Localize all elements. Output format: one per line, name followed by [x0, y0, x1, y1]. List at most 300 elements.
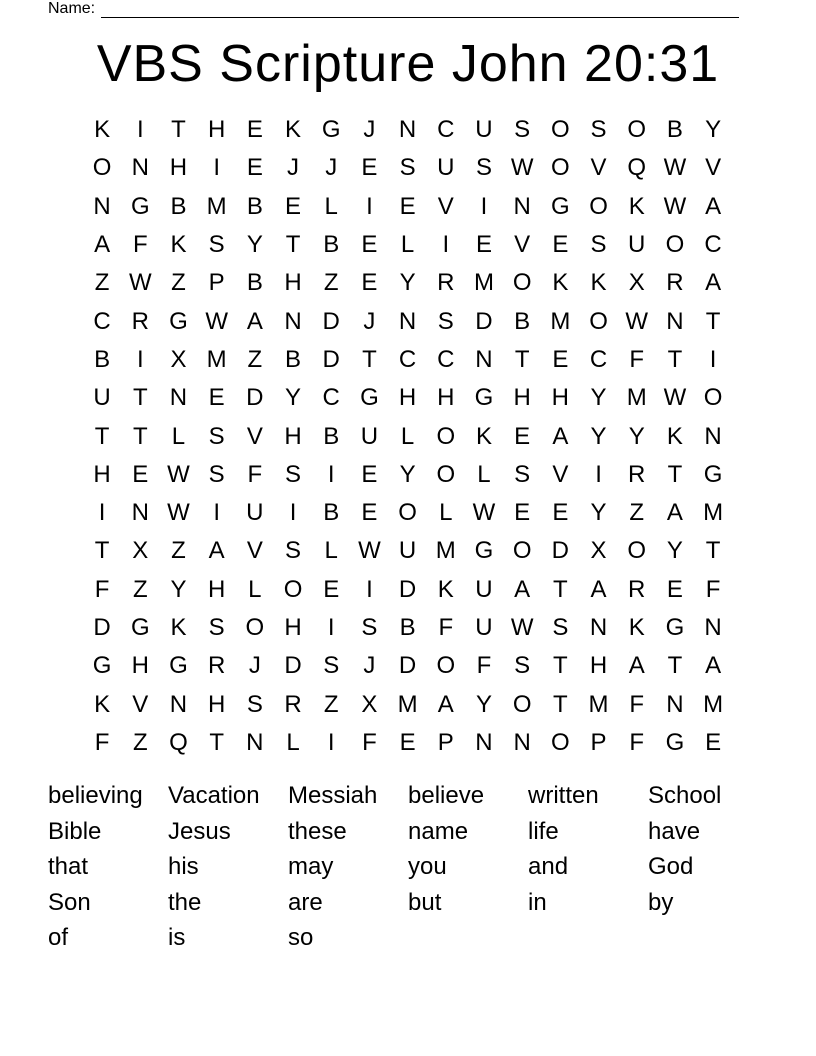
grid-letter: V: [705, 154, 722, 182]
grid-letter: D: [93, 614, 111, 641]
word-bank-item: the: [168, 888, 202, 916]
grid-letter: I: [136, 116, 144, 144]
grid-letter: E: [285, 192, 302, 220]
grid-letter: N: [398, 307, 417, 335]
grid-letter: O: [589, 192, 608, 220]
grid-letter: I: [327, 728, 335, 756]
grid-letter: K: [285, 116, 302, 144]
grid-letter: Y: [399, 460, 416, 488]
grid-letter: N: [284, 307, 302, 335]
grid-letter: W: [625, 307, 649, 335]
grid-letter: R: [437, 269, 455, 297]
grid-letter: D: [398, 575, 417, 603]
grid-letter: S: [514, 116, 531, 144]
grid-row: [83, 111, 733, 149]
grid-letter: X: [170, 345, 187, 373]
grid-row: [83, 188, 733, 226]
grid-letter: B: [323, 231, 340, 259]
grid-letter: M: [550, 307, 571, 335]
grid-letter: R: [131, 307, 149, 335]
word-bank-item: have: [648, 817, 701, 845]
grid-letter: X: [361, 690, 378, 718]
grid-letter: H: [589, 652, 608, 680]
word-bank-item: School: [648, 782, 722, 809]
grid-letter: F: [629, 690, 645, 718]
grid-letter: E: [361, 269, 378, 297]
grid-letter: G: [474, 384, 494, 412]
grid-letter: Y: [285, 384, 302, 412]
grid-letter: L: [286, 728, 300, 756]
grid-letter: B: [170, 192, 187, 220]
grid-letter: G: [321, 116, 341, 144]
word-bank-item: you: [408, 853, 447, 880]
grid-letter: Z: [132, 575, 148, 603]
grid-letter: A: [705, 269, 722, 297]
grid-letter: G: [169, 307, 188, 335]
grid-letter: P: [437, 728, 454, 756]
word-bank-item: believe: [408, 782, 485, 809]
grid-letter: S: [285, 460, 302, 488]
grid-letter: N: [666, 307, 684, 335]
grid-letter: K: [94, 116, 111, 144]
grid-letter: O: [589, 307, 608, 335]
grid-letter: V: [590, 154, 607, 182]
grid-letter: E: [705, 728, 722, 756]
grid-letter: W: [510, 154, 534, 182]
grid-letter: J: [248, 652, 261, 680]
word-bank-item: is: [168, 924, 186, 951]
grid-letter: E: [475, 231, 492, 259]
word-bank-item: in: [528, 888, 547, 916]
grid-letter: E: [361, 460, 378, 488]
grid-letter: O: [283, 575, 303, 603]
grid-letter: O: [245, 614, 265, 641]
grid-letter: O: [627, 116, 647, 144]
grid-letter: N: [131, 499, 149, 527]
word-bank-item: written: [528, 782, 599, 809]
grid-letter: A: [552, 422, 569, 450]
grid-letter: E: [361, 154, 378, 182]
grid-letter: O: [665, 231, 685, 259]
grid-letter: O: [436, 652, 456, 680]
grid-letter: O: [436, 422, 456, 450]
grid-letter: R: [207, 652, 226, 680]
grid-letter: N: [666, 690, 684, 718]
grid-letter: M: [703, 499, 724, 527]
grid-letter: I: [289, 499, 297, 527]
grid-letter: N: [513, 192, 531, 220]
grid-letter: O: [551, 728, 570, 756]
grid-letter: W: [167, 499, 190, 527]
grid-letter: Z: [323, 269, 339, 297]
grid-letter: V: [132, 690, 149, 718]
grid-letter: F: [362, 728, 377, 756]
grid-letter: F: [132, 231, 148, 259]
grid-row: [83, 532, 733, 570]
grid-letter: F: [629, 728, 645, 756]
grid-letter: E: [399, 192, 416, 220]
word-bank-item: that: [48, 853, 89, 880]
name-label: Name:: [48, 0, 96, 17]
grid-letter: T: [362, 345, 377, 373]
grid-letter: M: [397, 690, 418, 718]
grid-letter: G: [474, 537, 494, 565]
grid-letter: A: [437, 690, 454, 718]
grid-letter: R: [284, 690, 302, 718]
grid-letter: S: [514, 652, 531, 680]
grid-row: [83, 417, 733, 455]
word-bank-item: name: [408, 817, 469, 845]
word-bank-item: but: [408, 888, 442, 916]
grid-letter: K: [437, 575, 454, 603]
grid-letter: E: [514, 422, 531, 450]
word-bank-item: these: [288, 817, 347, 845]
grid-letter: W: [663, 192, 687, 220]
grid-letter: U: [475, 614, 493, 641]
grid-letter: B: [246, 192, 263, 220]
grid-letter: E: [552, 345, 569, 373]
grid-letter: B: [323, 422, 340, 450]
grid-row: [83, 647, 733, 685]
grid-letter: G: [665, 614, 685, 641]
grid-letter: W: [472, 499, 496, 527]
grid-letter: L: [171, 422, 186, 450]
grid-letter: H: [551, 384, 570, 412]
grid-letter: I: [366, 192, 373, 220]
word-bank-item: by: [648, 888, 674, 916]
grid-letter: H: [284, 422, 302, 450]
grid-letter: F: [476, 652, 492, 680]
grid-letter: E: [399, 728, 416, 756]
grid-letter: B: [323, 499, 340, 527]
grid-letter: W: [167, 460, 190, 488]
grid-letter: C: [437, 345, 455, 373]
grid-letter: C: [704, 231, 722, 259]
grid-letter: Z: [629, 499, 645, 527]
grid-letter: J: [325, 154, 338, 182]
word-bank-item: are: [288, 888, 323, 916]
grid-letter: T: [94, 537, 110, 565]
grid-letter: D: [475, 307, 493, 335]
grid-letter: C: [437, 116, 455, 144]
grid-letter: I: [327, 614, 335, 641]
grid-letter: F: [247, 460, 263, 488]
grid-letter: D: [322, 307, 340, 335]
word-bank-item: Messiah: [288, 782, 378, 809]
grid-letter: S: [590, 231, 607, 259]
grid-letter: F: [94, 728, 110, 756]
grid-letter: O: [551, 154, 570, 182]
grid-letter: B: [285, 345, 302, 373]
grid-letter: S: [399, 154, 416, 182]
grid-letter: W: [510, 614, 534, 641]
grid-letter: O: [92, 154, 112, 182]
grid-letter: D: [551, 537, 570, 565]
grid-letter: F: [629, 345, 645, 373]
word-bank-item: believing: [48, 782, 143, 809]
grid-letter: M: [473, 269, 494, 297]
grid-letter: H: [437, 384, 455, 412]
grid-letter: Q: [627, 154, 647, 182]
grid-letter: Z: [171, 537, 186, 565]
grid-letter: E: [246, 154, 263, 182]
grid-letter: O: [627, 537, 647, 565]
grid-letter: K: [94, 690, 111, 718]
grid-letter: I: [136, 345, 144, 373]
grid-letter: I: [442, 231, 450, 259]
grid-letter: H: [207, 575, 226, 603]
grid-letter: E: [552, 231, 569, 259]
grid-letter: O: [512, 269, 532, 297]
grid-letter: I: [327, 460, 335, 488]
grid-letter: F: [705, 575, 721, 603]
grid-letter: I: [709, 345, 717, 373]
grid-letter: K: [170, 231, 187, 259]
grid-letter: N: [704, 614, 722, 641]
grid-letter: U: [360, 422, 379, 450]
grid-letter: L: [400, 422, 415, 450]
grid-letter: T: [209, 728, 224, 756]
grid-letter: S: [475, 154, 492, 182]
grid-letter: K: [666, 422, 683, 450]
grid-letter: E: [361, 231, 378, 259]
grid-letter: L: [324, 537, 338, 565]
grid-row: [83, 379, 733, 417]
grid-letter: X: [132, 537, 149, 565]
grid-letter: U: [398, 537, 417, 565]
page-title: VBS Scripture John 20:31: [96, 35, 720, 93]
grid-letter: I: [98, 499, 106, 527]
grid-letter: T: [285, 231, 301, 259]
grid-letter: O: [398, 499, 417, 527]
grid-letter: H: [169, 154, 188, 182]
grid-letter: A: [628, 652, 645, 680]
grid-row: [83, 456, 733, 494]
grid-letter: Y: [590, 384, 607, 412]
grid-letter: E: [666, 575, 683, 603]
grid-letter: S: [208, 231, 225, 259]
grid-letter: N: [131, 154, 149, 182]
grid-letter: K: [170, 614, 187, 641]
grid-letter: X: [590, 537, 607, 565]
grid-row: [83, 226, 733, 264]
grid-letter: E: [208, 384, 225, 412]
grid-letter: H: [284, 269, 302, 297]
grid-letter: N: [475, 728, 493, 756]
grid-letter: G: [551, 192, 570, 220]
grid-letter: N: [169, 384, 188, 412]
grid-letter: S: [208, 614, 225, 641]
grid-letter: B: [399, 614, 416, 641]
grid-letter: N: [475, 345, 493, 373]
grid-letter: C: [322, 384, 340, 412]
grid-letter: H: [207, 116, 226, 144]
grid-row: [83, 609, 733, 647]
grid-letter: N: [589, 614, 608, 641]
grid-letter: Z: [132, 728, 148, 756]
grid-letter: T: [94, 422, 110, 450]
grid-letter: K: [590, 269, 607, 297]
grid-letter: S: [437, 307, 454, 335]
grid-letter: T: [553, 652, 568, 680]
word-bank-item: Vacation: [168, 782, 260, 809]
grid-letter: K: [552, 269, 569, 297]
grid-letter: T: [667, 652, 683, 680]
grid-letter: E: [361, 499, 378, 527]
grid-letter: W: [663, 384, 687, 412]
grid-letter: F: [438, 614, 454, 641]
grid-letter: H: [513, 384, 531, 412]
word-bank-item: may: [288, 853, 334, 880]
word-bank: [48, 778, 768, 956]
grid-letter: H: [93, 460, 111, 488]
grid-letter: H: [284, 614, 302, 641]
grid-letter: H: [131, 652, 149, 680]
grid-letter: S: [323, 652, 340, 680]
grid-letter: N: [246, 728, 264, 756]
grid-letter: K: [628, 614, 645, 641]
grid-letter: C: [398, 345, 417, 373]
grid-letter: S: [361, 614, 378, 641]
grid-letter: P: [590, 728, 607, 756]
grid-letter: S: [285, 537, 302, 565]
grid-letter: I: [213, 154, 220, 182]
grid-letter: G: [92, 652, 112, 680]
grid-letter: I: [595, 460, 602, 488]
grid-letter: O: [512, 690, 532, 718]
grid-letter: E: [552, 499, 569, 527]
grid-letter: L: [400, 231, 415, 259]
grid-letter: N: [704, 422, 722, 450]
grid-letter: M: [626, 384, 647, 412]
grid-letter: T: [667, 460, 683, 488]
grid-letter: U: [628, 231, 646, 259]
grid-letter: N: [169, 690, 188, 718]
grid-row: [83, 571, 733, 609]
grid-letter: W: [205, 307, 228, 335]
grid-letter: U: [475, 575, 493, 603]
grid-letter: O: [512, 537, 532, 565]
word-bank-item: God: [648, 853, 694, 880]
word-bank-item: his: [168, 853, 199, 880]
grid-letter: Y: [399, 269, 416, 297]
grid-letter: Y: [170, 575, 187, 603]
grid-letter: I: [213, 499, 220, 527]
grid-letter: L: [439, 499, 453, 527]
grid-letter: C: [589, 345, 608, 373]
grid-letter: X: [628, 269, 645, 297]
grid-letter: B: [514, 307, 531, 335]
grid-letter: M: [206, 192, 227, 220]
grid-row: [83, 302, 733, 340]
grid-letter: Z: [323, 690, 339, 718]
grid-letter: B: [246, 269, 263, 297]
grid-letter: Q: [169, 728, 188, 756]
grid-letter: J: [363, 116, 376, 144]
grid-letter: B: [94, 345, 111, 373]
grid-letter: S: [208, 422, 225, 450]
grid-letter: R: [628, 460, 646, 488]
grid-letter: A: [208, 537, 225, 565]
grid-letter: S: [246, 690, 263, 718]
grid-letter: K: [628, 192, 645, 220]
grid-letter: V: [514, 231, 531, 259]
grid-letter: H: [398, 384, 417, 412]
grid-letter: T: [667, 345, 683, 373]
grid-letter: T: [553, 690, 568, 718]
grid-letter: A: [705, 192, 722, 220]
grid-letter: E: [514, 499, 531, 527]
grid-letter: G: [130, 192, 150, 220]
grid-letter: T: [553, 575, 568, 603]
word-bank-item: so: [288, 924, 314, 951]
grid-letter: T: [132, 422, 148, 450]
grid-letter: G: [360, 384, 379, 412]
name-write-line: [101, 3, 739, 18]
grid-letter: M: [435, 537, 456, 565]
grid-letter: Z: [247, 345, 263, 373]
name-field: [48, 0, 739, 18]
grid-letter: G: [703, 460, 723, 488]
grid-letter: P: [208, 269, 225, 297]
grid-letter: E: [246, 116, 263, 144]
grid-letter: T: [514, 345, 530, 373]
grid-letter: J: [363, 307, 376, 335]
grid-letter: M: [703, 690, 724, 718]
grid-letter: L: [324, 192, 338, 220]
letter-grid: [83, 111, 733, 762]
grid-letter: I: [480, 192, 488, 220]
grid-letter: Y: [590, 422, 607, 450]
grid-letter: T: [705, 537, 721, 565]
grid-letter: U: [437, 154, 455, 182]
grid-letter: D: [322, 345, 340, 373]
grid-letter: W: [663, 154, 687, 182]
grid-letter: I: [366, 575, 373, 603]
grid-letter: Y: [628, 422, 645, 450]
grid-letter: Y: [475, 690, 492, 718]
grid-letter: V: [246, 537, 263, 565]
grid-letter: U: [93, 384, 111, 412]
grid-letter: S: [514, 460, 531, 488]
grid-letter: W: [128, 269, 152, 297]
grid-letter: C: [93, 307, 111, 335]
grid-letter: A: [94, 231, 111, 259]
grid-letter: H: [207, 690, 226, 718]
grid-letter: N: [513, 728, 531, 756]
grid-letter: G: [665, 728, 685, 756]
grid-row: [83, 264, 733, 302]
grid-row: [83, 149, 733, 187]
grid-letter: N: [398, 116, 417, 144]
word-bank-item: of: [48, 924, 69, 951]
grid-letter: F: [94, 575, 110, 603]
grid-letter: R: [628, 575, 646, 603]
grid-letter: K: [475, 422, 492, 450]
grid-letter: L: [477, 460, 491, 488]
grid-letter: T: [171, 116, 186, 144]
word-bank-item: Jesus: [168, 817, 231, 845]
grid-letter: B: [666, 116, 683, 144]
word-bank-item: Bible: [48, 817, 102, 845]
grid-letter: Z: [171, 269, 186, 297]
grid-letter: W: [358, 537, 381, 565]
grid-row: [83, 494, 733, 532]
grid-letter: A: [514, 575, 531, 603]
grid-letter: J: [363, 652, 376, 680]
grid-letter: V: [246, 422, 263, 450]
grid-letter: U: [475, 116, 493, 144]
